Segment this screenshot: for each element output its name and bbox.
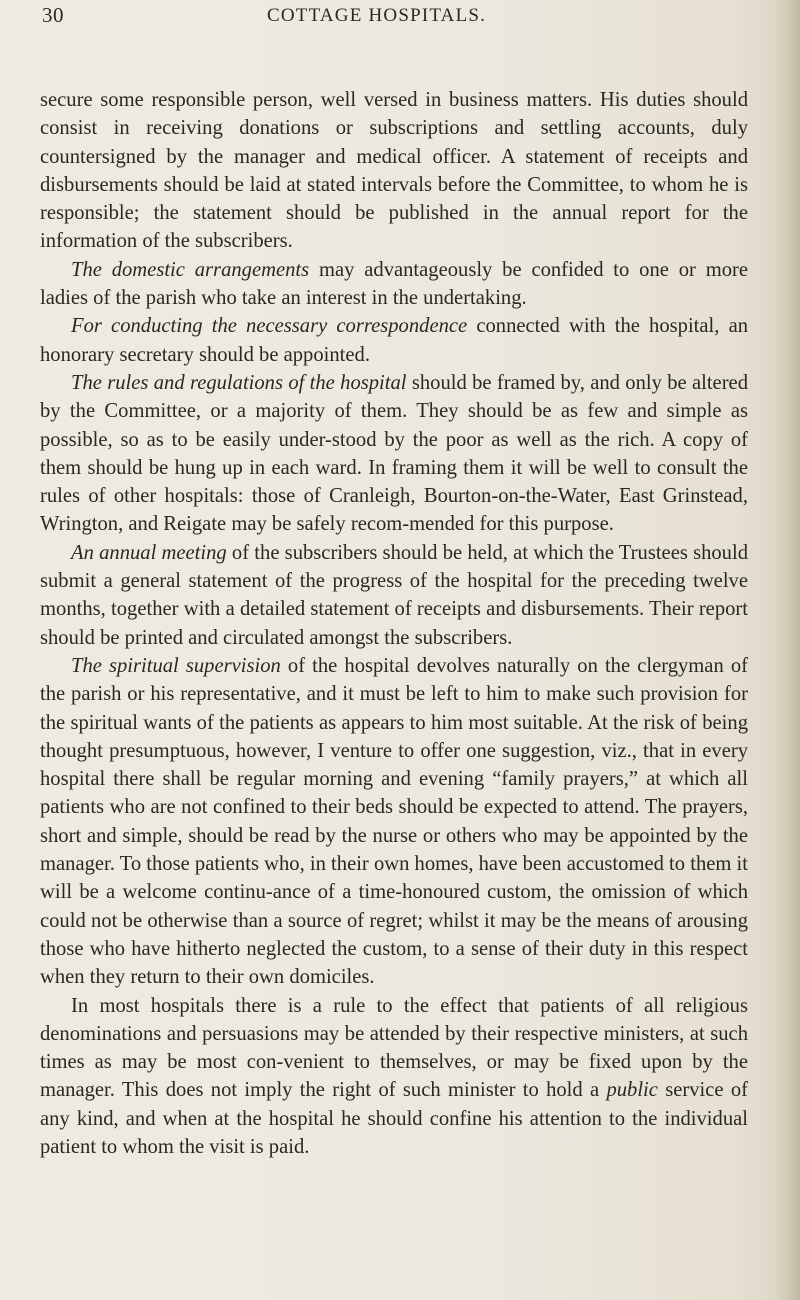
running-head: COTTAGE HOSPITALS. — [267, 5, 487, 26]
paragraph-text-after: service of any kind, and when at the hospital he should confine his attention to the individual patient to whom the visit is paid. — [40, 1079, 748, 1158]
paragraph-text: of the subscribers should be held, at which the Trustees should submit a general statement of the progress of the hospital for the preceding twelve months, together with a detailed statement of receipts and disbursements. Their report should be printed and circulated amongst the subscribers. — [40, 541, 748, 649]
paragraph-inline-italic: public — [606, 1079, 658, 1102]
paragraph-text: connected with the hospital, an honorary secretary should be appointed. — [40, 315, 749, 366]
paragraph-lead-italic: The rules and regulations of the hospital — [71, 371, 407, 394]
paragraph-lead-italic: For conducting the necessary correspondence — [71, 315, 468, 338]
paragraph-lead-italic: An annual meeting — [71, 541, 227, 564]
paragraph-domestic-arrangements — [40, 256, 748, 313]
paragraph-text: should be framed by, and only be altered by the Committee, or a majority of them. They should be as few and simple as possible, so as to be easily under-stood by the poor as well as the rich. A copy of them should be hung up in each ward. In framing them it will be well to consult the rules of other hospitals: those of Cranleigh, Bourton-on-the-Water, East Grinstead, Wrington, and Reigate may be safely recom-mended for this purpose. — [40, 371, 748, 536]
paragraph-annual-meeting — [40, 539, 748, 652]
paragraph-spiritual-supervision — [40, 652, 748, 992]
paragraph-lead-italic: The spiritual supervision — [71, 654, 281, 677]
paragraph-treasurer-duties — [40, 86, 748, 256]
page-edge-shadow — [774, 0, 800, 1300]
paragraph-text: secure some responsible person, well versed in business matters. His duties should consist in receiving donations or subscriptions and settling accounts, duly countersigned by the manager and medical officer. A statement of receipts and disbursements should be laid at stated intervals before the Committee, to whom he is responsible; the statement should be published in the annual report for the information of the subscribers. — [40, 89, 748, 253]
paragraph-lead-italic: The domestic arrangements — [71, 258, 310, 281]
paragraph-text: may advantageously be confided to one or more ladies of the parish who take an interest in the undertaking. — [40, 258, 749, 310]
paragraph-text: of the hospital devolves naturally on the clergyman of the parish or his representative, and it must be left to him to make such provision for the spiritual wants of the patients as appears to him most suitable. At the risk of being thought presumptuous, however, I venture to offer one suggestion, viz., that in every hospital there shall be regular morning and evening “family prayers,” at which all patients who are not confined to their beds should be expected to attend. The prayers, short and simple, should be read by the nurse or others who may be appointed by the manager. To those patients who, in their own homes, have been accustomed to them it will be a welcome continu-ance of a time-honoured custom, the omission of which could not be otherwise than a source of regret; whilst it may be the means of arousing those who have hitherto neglected the custom, to a sense of their duty in this respect when they return to their own domiciles. — [40, 654, 748, 989]
page-header — [42, 3, 742, 29]
paragraph-religious-denominations — [40, 992, 748, 1162]
page-number: 30 — [42, 3, 64, 27]
body-text — [40, 86, 748, 1161]
paragraph-text: In most hospitals there is a rule to the effect that patients of all religious denominations and persuasions may be attended by their respective ministers, at such times as may be most con-venient to themselves, or may be fixed upon by the manager. This does not imply the right of such minister to hold a — [40, 994, 748, 1102]
paragraph-rules-regulations — [40, 369, 748, 539]
paragraph-correspondence — [40, 312, 748, 369]
